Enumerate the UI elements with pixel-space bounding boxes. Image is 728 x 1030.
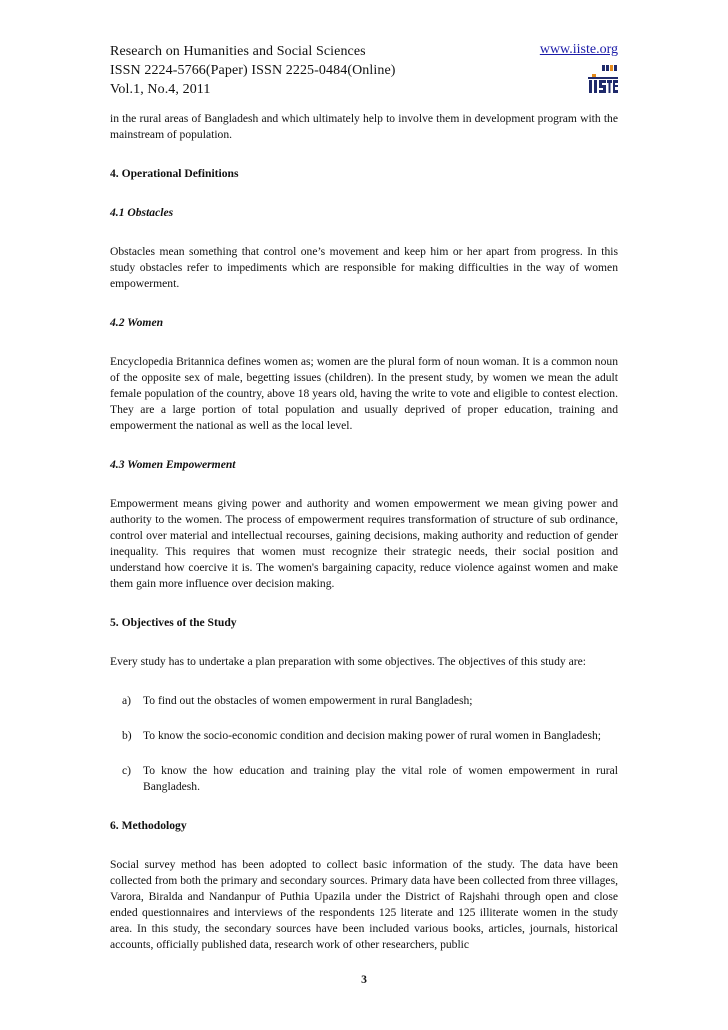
list-marker: a) (122, 694, 132, 707)
section-6-paragraph: Social survey method has been adopted to collect basic information of the study. The data have been collected from both the primary and secondary sources. Primary data have been collected from three villages, Varora, Biralda and Nandanpur of Puthia Upazila under the District of Rajshahi through open and close ended questionnaires and interviews of the respondents 125 literate and 125 illiterate women in the study area. In this study, the secondary sources have been included various books, articles, journals, historical accounts, officially published data, research work of other researchers, public (110, 858, 618, 951)
list-item (110, 728, 618, 744)
page-number: 3 (361, 973, 367, 986)
section-5-paragraph: Every study has to undertake a plan preparation with some objectives. The objectives of this study are: (110, 655, 586, 668)
page-header (110, 42, 618, 99)
list-item-text: To find out the obstacles of women empowerment in rural Bangladesh; (143, 694, 473, 707)
volume-line: Vol.1, No.4, 2011 (110, 82, 211, 97)
journal-url-link[interactable]: www.iiste.org (539, 42, 618, 57)
page-body (110, 111, 618, 953)
list-item (110, 763, 618, 795)
journal-title: Research on Humanities and Social Sciences (110, 44, 366, 59)
section-6-heading: 6. Methodology (110, 819, 187, 832)
list-item-text: To know the socio-economic condition and decision making power of rural women in Bangladesh; (143, 729, 601, 742)
section-4-1-paragraph: Obstacles mean something that control one’s movement and keep him or her apart from progress. In this study obstacles refer to impediments which are responsible for making difficulties in the way of women empowerment. (110, 245, 618, 290)
list-marker: c) (122, 764, 132, 777)
intro-paragraph: in the rural areas of Bangladesh and which ultimately help to involve them in development program with the mainstream of population. (110, 112, 618, 141)
section-4-2-paragraph: Encyclopedia Britannica defines women as; women are the plural form of noun woman. It is a common noun of the opposite sex of male, begetting issues (children). In the present study, by women we mean the adult female population of the country, above 18 years old, having the write to vote and eligible to contest election. They are a large portion of total population and usually deprived of proper education, training and empowerment the national as well as the local level. (110, 355, 618, 432)
issn-line: ISSN 2224-5766(Paper) ISSN 2225-0484(Online) (110, 63, 396, 78)
iiste-logo (588, 64, 618, 94)
list-marker: b) (122, 729, 132, 742)
section-5-heading: 5. Objectives of the Study (110, 616, 237, 629)
list-item-text: To know the how education and training play the vital role of women empowerment in rural Bangladesh. (143, 764, 618, 793)
section-4-3-heading: 4.3 Women Empowerment (110, 458, 236, 471)
section-4-2-heading: 4.2 Women (110, 316, 164, 329)
list-item (110, 693, 618, 709)
section-4-1-heading: 4.1 Obstacles (110, 206, 174, 219)
section-4-3-paragraph: Empowerment means giving power and authority and women empowerment we mean giving power and authority to the women. The process of empowerment requires transformation of structure of sub ordinance, control over material and intellectual recourses, gaining decisions, making authority and reduction of gender inequality. This requires that women must recognize their strategic needs, their social position and understand how coercive it is. The women's bargaining capacity, reduce violence against women and make them gain more influence over decision making. (110, 497, 618, 590)
section-4-heading: 4. Operational Definitions (110, 167, 239, 180)
objectives-list (110, 693, 618, 795)
